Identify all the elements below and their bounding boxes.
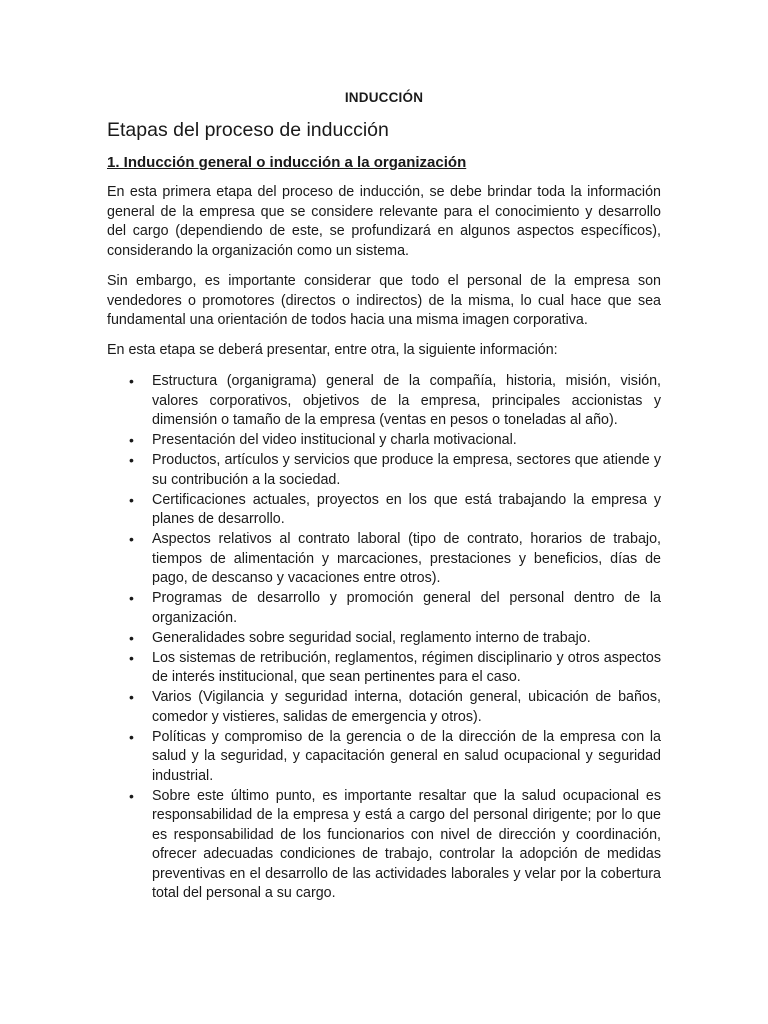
bullet-icon: •: [129, 491, 134, 508]
bullet-icon: •: [129, 689, 134, 705]
bullet-text: Estructura (organigrama) general de la compañía, historia, misión, visión, valores corporativos, objetivos de la empresa, principales accionistas y dimensión o tamaño de la empresa (ventas en pesos o toneladas al año).: [152, 373, 661, 428]
bullet-item: [107, 629, 661, 649]
bullet-icon: •: [129, 531, 134, 547]
bullet-text: Generalidades sobre seguridad social, reglamento interno de trabajo.: [152, 629, 591, 646]
bullet-icon: •: [129, 728, 134, 745]
section-subheading: 1. Inducción general o inducción a la organización: [107, 154, 467, 171]
bullet-icon: •: [129, 590, 134, 606]
bullet-text: Programas de desarrollo y promoción general del personal dentro de la organización.: [152, 590, 661, 626]
bullet-item: [107, 491, 661, 530]
bullet-text: Sobre este último punto, es importante resaltar que la salud ocupacional es responsabilidad de la empresa y está a cargo del personal dirigente; por lo que es responsabilidad de los funcionarios con nivel de dirección y coordinación, ofrecer adecuadas condiciones de trabajo, controlar la adopción de medidas preventivas en el desarrollo de las actividades laborales y velar por la cobertura total del personal a su cargo.: [152, 787, 661, 901]
bullet-text: Certificaciones actuales, proyectos en los que está trabajando la empresa y planes de desarrollo.: [152, 491, 661, 527]
paragraph-intro: En esta primera etapa del proceso de inducción, se debe brindar toda la información general de la empresa que se considere relevante para el conocimiento y desarrollo del cargo (dependiendo de este, se profundizará en algunos aspectos específicos), considerando la organización como un sistema.: [107, 184, 661, 259]
bullet-item: [107, 688, 661, 727]
bullet-icon: •: [129, 787, 134, 804]
bullet-text: Los sistemas de retribución, reglamentos, régimen disciplinario y otros aspectos de interés institucional, que sean pertinentes para el caso.: [152, 649, 661, 685]
bullet-icon: •: [129, 373, 134, 389]
bullet-icon: •: [129, 649, 134, 666]
bullet-item: [107, 728, 661, 787]
bullet-text: Varios (Vigilancia y seguridad interna, dotación general, ubicación de baños, comedor y vistieres, salidas de emergencia y otros).: [152, 689, 661, 725]
bullet-text: Aspectos relativos al contrato laboral (tipo de contrato, horarios de trabajo, tiempos de alimentación y marcaciones, prestaciones y beneficios, días de pago, de descanso y vacaciones entre otros).: [152, 531, 661, 586]
bullet-item: [107, 589, 661, 628]
paragraph-sales: Sin embargo, es importante considerar que todo el personal de la empresa son vendedores o promotores (directos o indirectos) de la misma, lo cual hace que sea fundamental una orientación de todos hacia una misma imagen corporativa.: [107, 273, 661, 328]
document-title: INDUCCIÓN: [344, 90, 424, 105]
bullet-text: Productos, artículos y servicios que produce la empresa, sectores que atiende y su contribución a la sociedad.: [152, 452, 661, 488]
bullet-text: Presentación del video institucional y charla motivacional.: [152, 432, 517, 448]
bullet-item: [107, 649, 661, 688]
bullet-text: Políticas y compromiso de la gerencia o de la dirección de la empresa con la salud y la seguridad, y capacitación general en salud ocupacional y seguridad industrial.: [152, 728, 661, 784]
bullet-item: [107, 451, 661, 490]
bullet-icon: •: [129, 452, 134, 468]
paragraph-list-intro: En esta etapa se deberá presentar, entre otra, la siguiente información:: [107, 342, 558, 358]
bullet-item: [107, 530, 661, 589]
information-bullet-list: [107, 372, 661, 904]
section-heading: Etapas del proceso de inducción: [107, 119, 389, 141]
bullet-item: [107, 431, 661, 451]
bullet-icon: •: [129, 629, 134, 646]
bullet-item: [107, 787, 661, 904]
bullet-item: [107, 372, 661, 431]
bullet-icon: •: [129, 432, 134, 448]
